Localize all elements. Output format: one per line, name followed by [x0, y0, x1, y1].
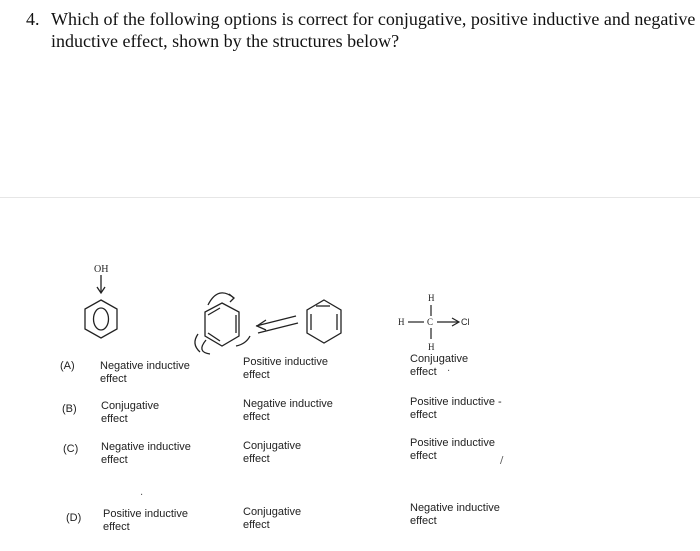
option-a-col2	[243, 356, 373, 382]
option-a-col2-line1: Positive inductive	[243, 356, 328, 368]
option-b-col1-line1: Conjugative	[101, 400, 160, 412]
option-b-letter: (B)	[62, 403, 77, 415]
option-c-col3-line1: Positive inductive	[410, 437, 495, 449]
option-c-col3-line2: effect	[410, 450, 437, 462]
option-d-col3	[410, 502, 540, 528]
option-c-col3	[410, 437, 540, 463]
stray-mark: ·	[447, 366, 451, 377]
option-a-col1-line2: effect	[100, 373, 127, 385]
phenol-structure	[85, 264, 117, 338]
question-number: 4.	[26, 9, 40, 29]
option-d-col3-line1: Negative inductive	[410, 502, 500, 514]
option-c-col2-line2: effect	[243, 453, 270, 465]
stray-mark: /	[500, 455, 504, 466]
option-d-letter: (D)	[66, 512, 82, 524]
option-c-col2-line1: Conjugative	[243, 440, 302, 452]
option-d-col2-line2: effect	[243, 519, 270, 531]
phenol-oh-label: OH	[94, 264, 109, 275]
structures-figure	[0, 250, 700, 370]
chloromethane-structure	[398, 293, 470, 352]
option-d-col1-line2: effect	[103, 521, 130, 533]
option-a-col3	[410, 353, 540, 379]
chloromethane-carbon: C	[427, 317, 434, 327]
option-d-col2	[243, 506, 373, 532]
option-b-col1	[101, 400, 231, 426]
option-a-col2-line2: effect	[243, 369, 270, 381]
option-a-col1-line1: Negative inductive	[100, 360, 190, 372]
option-d-col3-line2: effect	[410, 515, 437, 527]
option-a-letter: (A)	[60, 360, 75, 372]
stray-mark: .	[140, 487, 144, 498]
option-d-col1	[103, 508, 233, 534]
option-b-col2-line2: effect	[243, 411, 270, 423]
option-b-col1-line2: effect	[101, 413, 128, 425]
option-b-col2	[243, 398, 373, 424]
option-d-col1-line1: Positive inductive	[103, 508, 188, 520]
divider	[0, 197, 700, 198]
chloromethane-cl: Cl	[461, 317, 470, 327]
question-text: Which of the following options is correct for conjugative, positive inductive and negative inductive effect, shown by the structures below?	[51, 9, 696, 51]
option-c-col1	[101, 441, 231, 467]
option-c-letter: (C)	[63, 443, 79, 455]
option-c-col2	[243, 440, 373, 466]
option-a-col3-line1: Conjugative	[410, 353, 469, 365]
option-b-col3	[410, 396, 540, 422]
option-c-col1-line1: Negative inductive	[101, 441, 191, 453]
option-c-col1-line2: effect	[101, 454, 128, 466]
biphenyl-structure	[195, 293, 341, 354]
chloromethane-top-h: H	[428, 293, 435, 303]
option-b-col3-line2: effect	[410, 409, 437, 421]
option-a-col3-line2: effect	[410, 366, 437, 378]
chloromethane-bottom-h: H	[428, 342, 435, 352]
chloromethane-left-h: H	[398, 317, 405, 327]
option-d-col2-line1: Conjugative	[243, 506, 302, 518]
option-b-col3-line1: Positive inductive -	[410, 396, 502, 408]
option-b-col2-line1: Negative inductive	[243, 398, 333, 410]
option-a-col1	[100, 360, 230, 386]
